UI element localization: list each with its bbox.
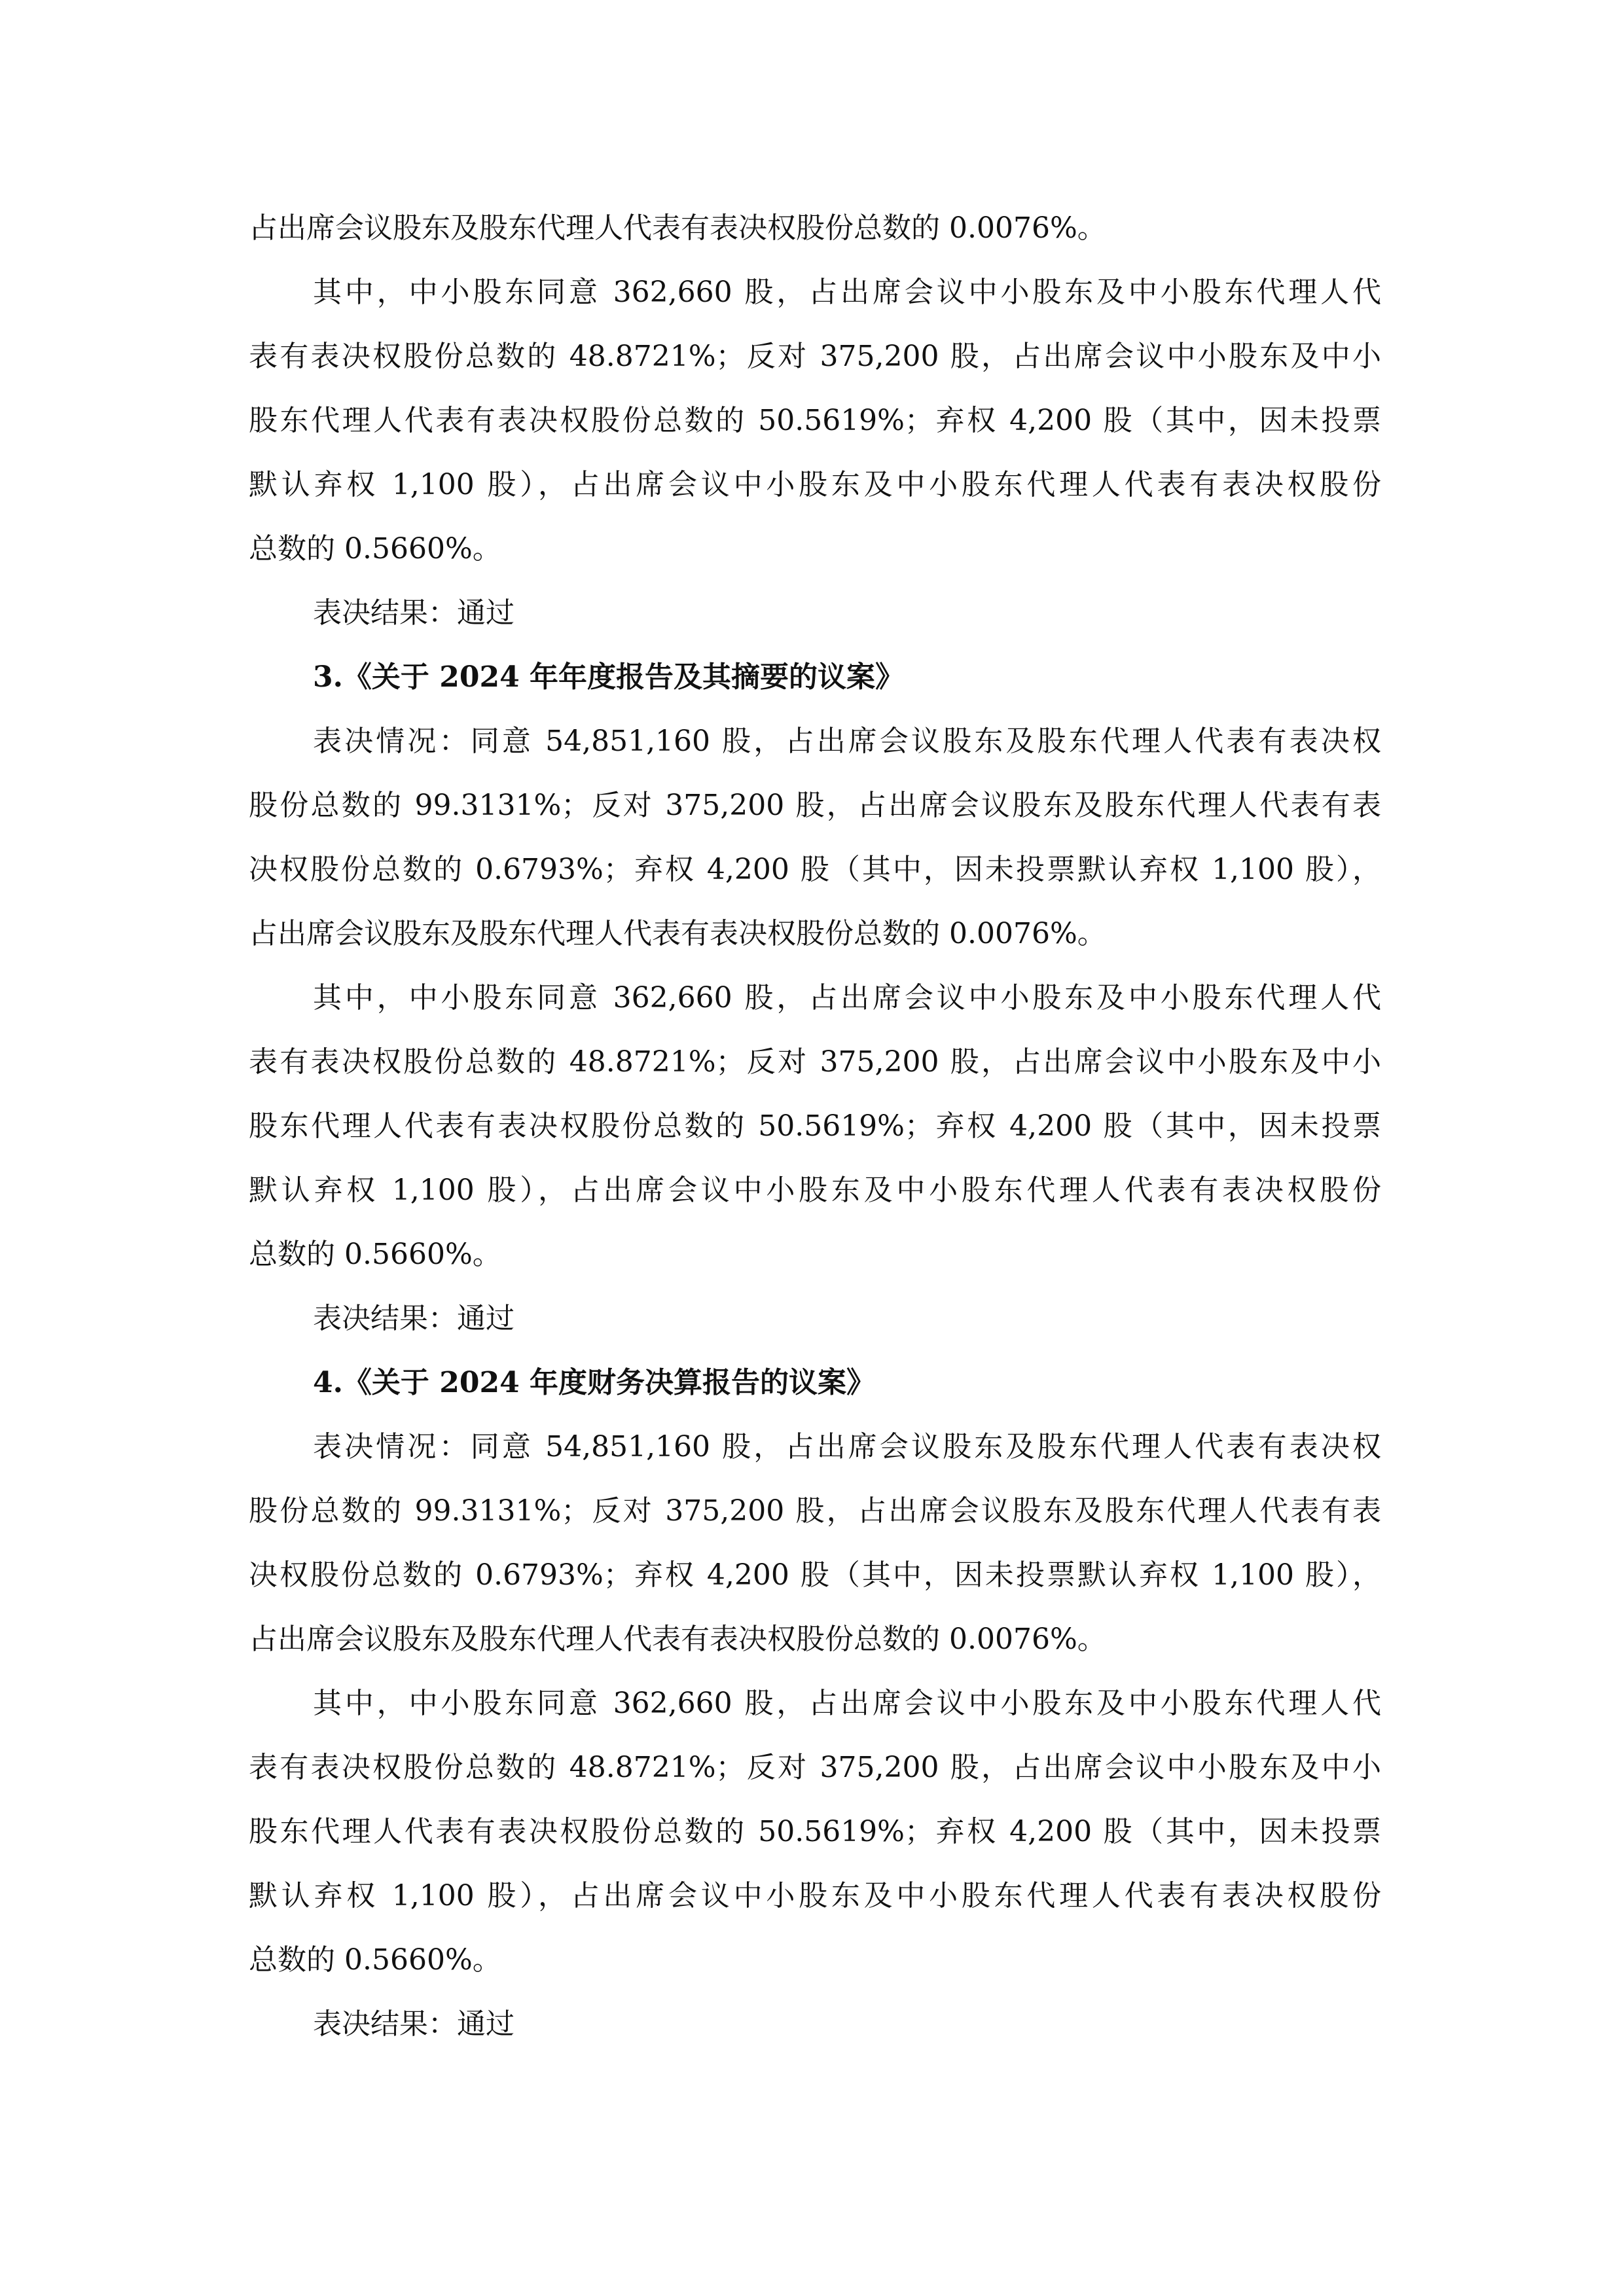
- text-line: 总数的 0.5660%。: [249, 1238, 501, 1271]
- text-line: 表决情况：同意 54,851,160 股，占出席会议股东及股东代理人代表有表决权: [313, 725, 1381, 758]
- text-line: 股东代理人代表有表决权股份总数的 50.5619%；弃权 4,200 股（其中，因未投票: [249, 1109, 1381, 1143]
- text-line: 表决情况：同意 54,851,160 股，占出席会议股东及股东代理人代表有表决权: [313, 1430, 1381, 1463]
- text-line: 表决结果：通过: [313, 1302, 514, 1335]
- text-line: 其中，中小股东同意 362,660 股，占出席会议中小股东及中小股东代理人代: [313, 276, 1381, 309]
- text-line: 决权股份总数的 0.6793%；弃权 4,200 股（其中，因未投票默认弃权 1,100 股），: [249, 853, 1381, 886]
- text-line: 表有表决权股份总数的 48.8721%；反对 375,200 股，占出席会议中小股东及中小: [249, 1751, 1381, 1784]
- text-line: 表有表决权股份总数的 48.8721%；反对 375,200 股，占出席会议中小股东及中小: [249, 1045, 1381, 1079]
- text-line: 占出席会议股东及股东代理人代表有表决权股份总数的 0.0076%。: [249, 1623, 1106, 1656]
- text-line: 表有表决权股份总数的 48.8721%；反对 375,200 股，占出席会议中小股东及中小: [249, 340, 1381, 373]
- text-line: 表决结果：通过: [313, 2007, 514, 2041]
- text-line: 占出席会议股东及股东代理人代表有表决权股份总数的 0.0076%。: [249, 917, 1106, 950]
- resolution-section: [249, 1351, 1381, 2056]
- text-line: 总数的 0.5660%。: [249, 1943, 501, 1977]
- text-line: 占出席会议股东及股东代理人代表有表决权股份总数的 0.0076%。: [249, 211, 1106, 245]
- text-line: 股份总数的 99.3131%；反对 375,200 股，占出席会议股东及股东代理人代表有表: [249, 1494, 1381, 1528]
- text-line: 其中，中小股东同意 362,660 股，占出席会议中小股东及中小股东代理人代: [313, 981, 1381, 1014]
- text-line: 决权股份总数的 0.6793%；弃权 4,200 股（其中，因未投票默认弃权 1,100 股），: [249, 1558, 1381, 1592]
- text-line: 默认弃权 1,100 股），占出席会议中小股东及中小股东代理人代表有表决权股份: [249, 1174, 1381, 1207]
- text-line: 默认弃权 1,100 股），占出席会议中小股东及中小股东代理人代表有表决权股份: [249, 468, 1381, 501]
- text-line: 默认弃权 1,100 股），占出席会议中小股东及中小股东代理人代表有表决权股份: [249, 1879, 1381, 1912]
- text-line: 股东代理人代表有表决权股份总数的 50.5619%；弃权 4,200 股（其中，因未投票: [249, 1815, 1381, 1848]
- text-line: 股东代理人代表有表决权股份总数的 50.5619%；弃权 4,200 股（其中，因未投票: [249, 404, 1381, 437]
- text-line: 表决结果：通过: [313, 596, 514, 630]
- text-line: 股份总数的 99.3131%；反对 375,200 股，占出席会议股东及股东代理人代表有表: [249, 789, 1381, 822]
- text-line: 总数的 0.5660%。: [249, 532, 501, 565]
- document-page: [249, 196, 1381, 2056]
- resolution-title: 4.《关于 2024 年度财务决算报告的议案》: [313, 1366, 876, 1399]
- text-line: 其中，中小股东同意 362,660 股，占出席会议中小股东及中小股东代理人代: [313, 1687, 1381, 1720]
- resolution-section: [249, 196, 1381, 645]
- resolution-title: 3.《关于 2024 年年度报告及其摘要的议案》: [313, 660, 905, 694]
- resolution-section: [249, 645, 1381, 1351]
